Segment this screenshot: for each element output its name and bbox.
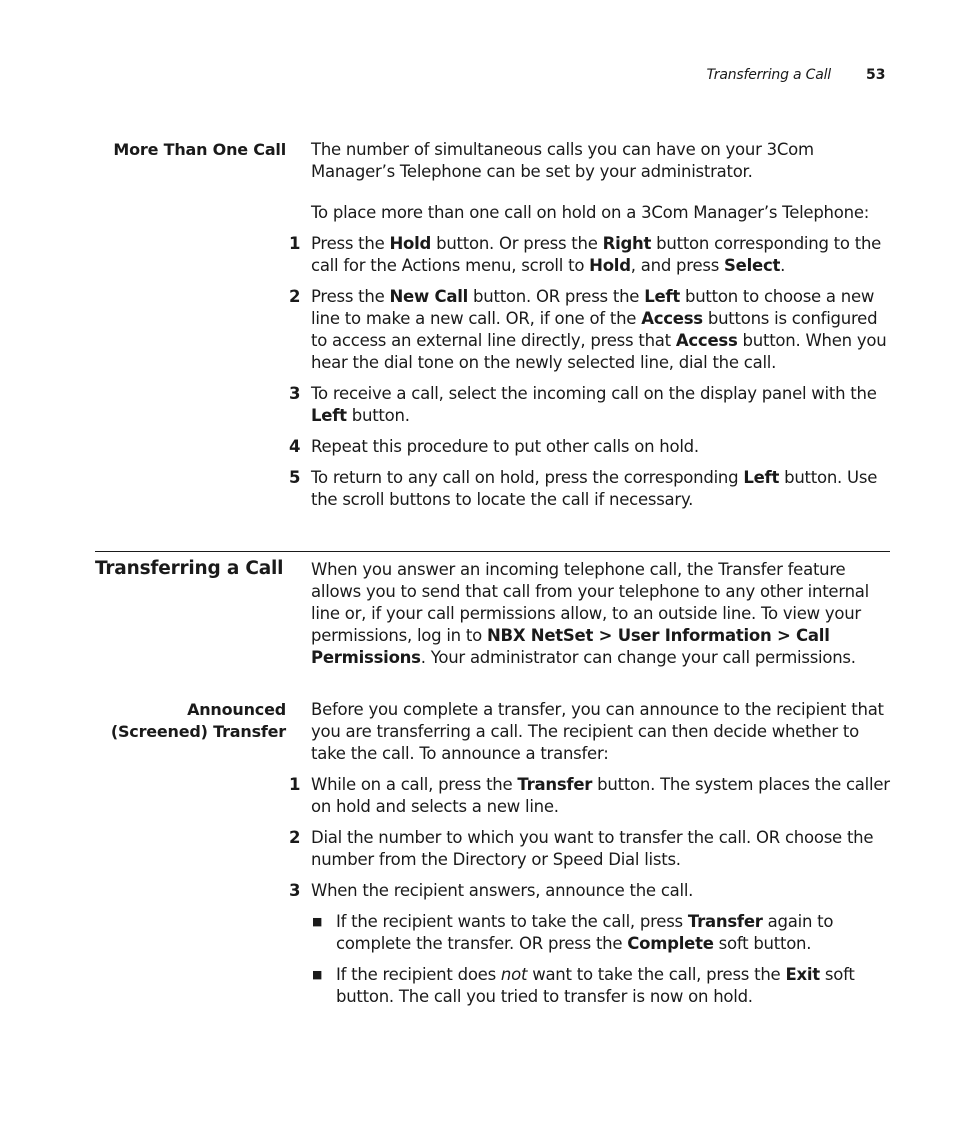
section-heading-announced-transfer [0,699,286,743]
text-run: To receive a call, select the incoming call on the display panel with the [311,384,877,403]
bold-term: Complete [627,934,714,953]
bold-term: Hold [589,256,631,275]
text-run: buttons is configured to access an external line directly, press that [311,309,878,350]
bold-term: NBX NetSet > User Information > Call Permissions [311,626,830,667]
step-text [311,383,891,427]
step-text [311,436,891,458]
step-text [311,286,891,374]
step-text [311,774,891,818]
paragraph-place-on-hold: To place more than one call on hold on a 3Com Manager’s Telephone: [311,203,870,222]
step-number: 1 [289,234,301,253]
paragraph-simultaneous-calls: The number of simultaneous calls you can have on your 3Com Manager’s Telephone can be set by your administrator. [311,140,814,181]
bold-term: Access [641,309,703,328]
text-run: Press the [311,234,390,253]
text-run: soft button. [713,934,812,953]
bold-term: Select [724,256,781,275]
bullet-text [336,911,891,955]
text-run: Dial the number to which you want to transfer the call. OR choose the number from the Directory or Speed Dial lists. [311,828,874,869]
section-heading-transferring-a-call: Transferring a Call [95,558,284,579]
step-number: 1 [289,775,301,794]
step-number: 5 [289,468,301,487]
bold-term: Transfer [687,912,763,931]
text-run: Repeat this procedure to put other calls on hold. [311,437,699,456]
text-run: button. The system places the caller on hold and selects a new line. [311,775,890,816]
text-run: again to complete the transfer. OR press the [336,912,834,953]
running-header-title: Transferring a Call [706,67,831,83]
text-run: If the recipient wants to take the call, press [336,912,688,931]
text-run: When the recipient answers, announce the call. [311,881,694,900]
bold-term: Exit [785,965,820,984]
paragraph-announce-intro: Before you complete a transfer, you can announce to the recipient that you are transferring a call. The recipient can then decide whether to take the call. To announce a transfer: [311,700,884,763]
text-run: , and press [630,256,725,275]
text-run: button to choose a new line to make a new call. OR, if one of the [311,287,875,328]
step-text [311,827,891,871]
step-text [311,233,891,277]
step-text [311,880,891,902]
bold-term: Right [602,234,652,253]
text-run: button. OR press the [468,287,645,306]
step-number: 3 [289,384,301,403]
text-run: . [780,256,786,275]
heading-line: Announced [187,700,286,719]
text-run: button. Use the scroll buttons to locate the call if necessary. [311,468,878,509]
step-number: 2 [289,828,301,847]
text-run: button corresponding to the call for the Actions menu, scroll to [311,234,882,275]
text-run: To return to any call on hold, press the corresponding [311,468,744,487]
step-number: 3 [289,881,301,900]
text-run: button. [346,406,410,425]
bullet-marker: ■ [312,968,323,981]
section-divider [95,551,890,552]
text-run: While on a call, press the [311,775,518,794]
section-heading-more-than-one-call: More Than One Call [113,140,286,159]
step-number: 2 [289,287,301,306]
text-run: If the recipient does [336,965,501,984]
bold-term: Left [644,287,680,306]
bold-term: Transfer [517,775,593,794]
text-run: soft button. The call you tried to transfer is now on hold. [336,965,855,1006]
bold-term: Access [675,331,738,350]
text-run: button. When you hear the dial tone on the newly selected line, dial the call. [311,331,887,372]
bold-term: Left [743,468,780,487]
text-run: . Your administrator can change your call permissions. [420,648,856,667]
bullet-marker: ■ [312,915,323,928]
bullet-text [336,964,891,1008]
paragraph-transfer-intro [311,559,891,669]
bold-term: Hold [389,234,432,253]
bold-term: New Call [389,287,469,306]
text-run: Press the [311,287,390,306]
step-number: 4 [289,437,301,456]
text-run: button. Or press the [431,234,603,253]
text-run: want to take the call, press the [527,965,786,984]
emphasis-text: not [500,965,528,984]
page-number: 53 [866,67,886,83]
heading-line: (Screened) Transfer [110,722,286,741]
step-text [311,467,891,511]
text-run: When you answer an incoming telephone call, the Transfer feature allows you to send that call from your telephone to any other internal line or, if your call permissions allow, to an outside line. To view your permissions, log in to [311,560,869,645]
bold-term: Left [311,406,347,425]
